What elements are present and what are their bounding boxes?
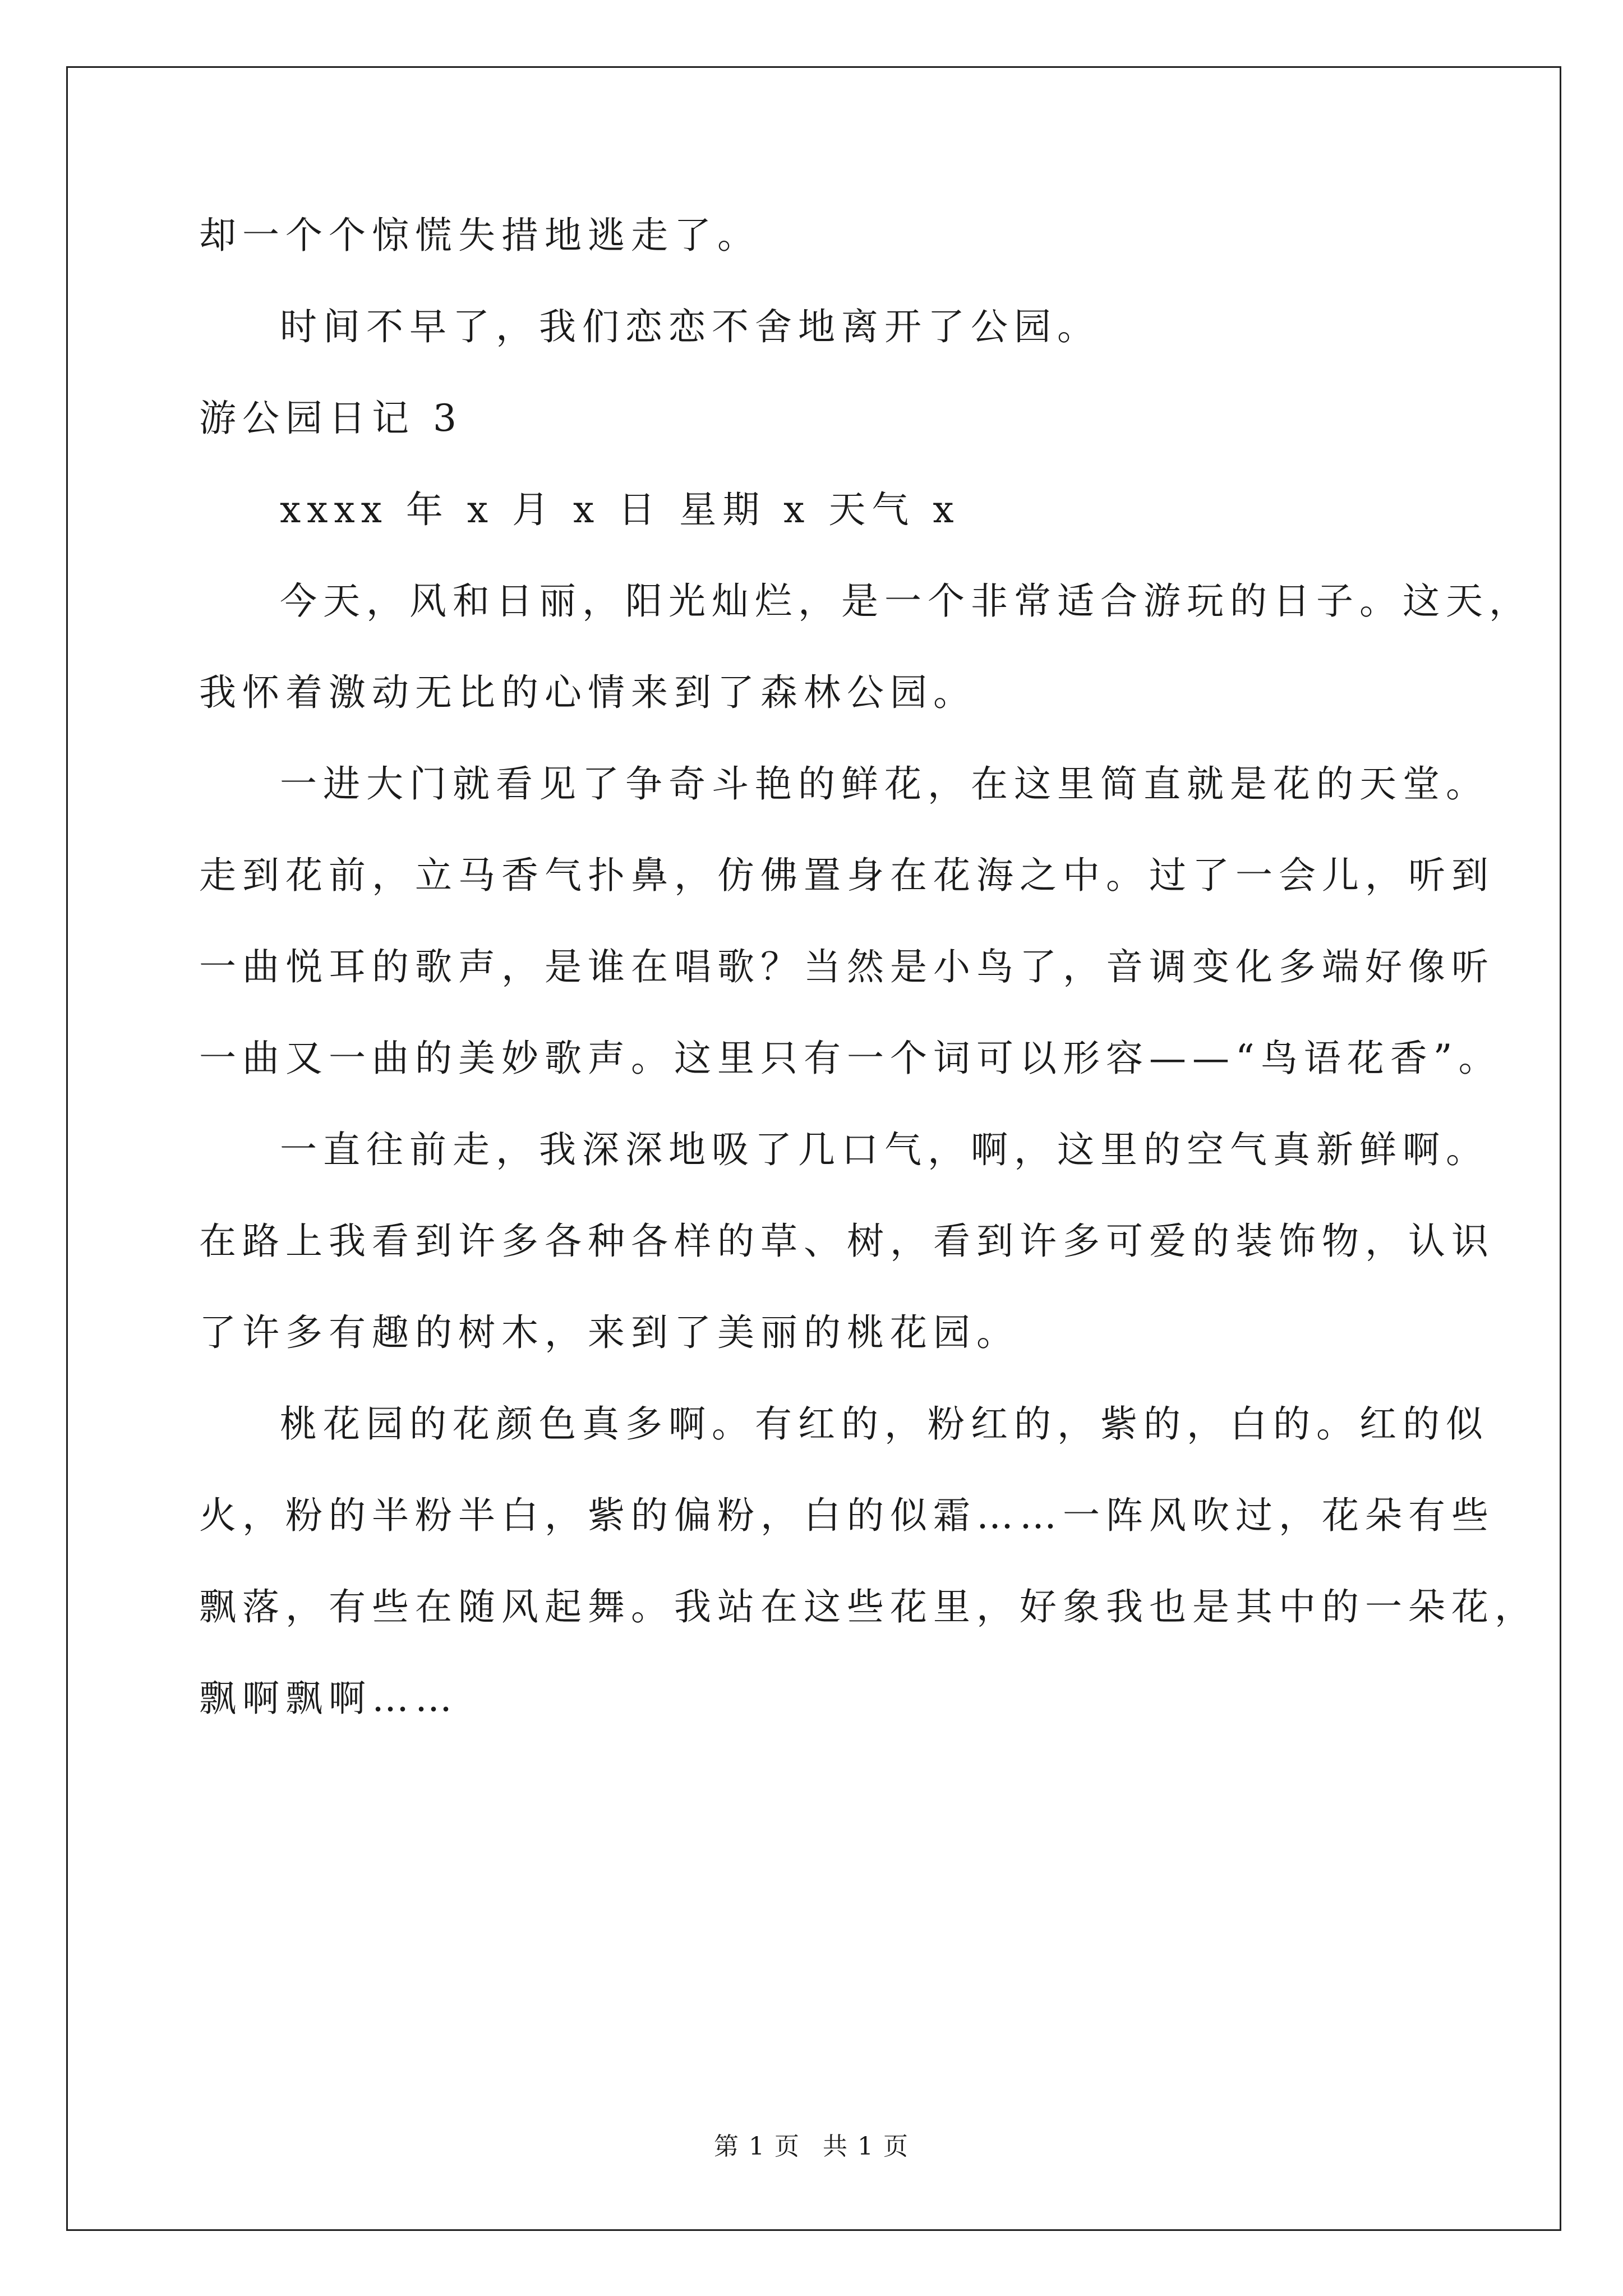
text-line: 时间不早了，我们恋恋不舍地离开了公园。 [280,305,1100,348]
text-line: 一曲又一曲的美妙歌声。这里只有一个词可以形容——“鸟语花香”。 [199,1037,1502,1080]
page-total: 共 1 页 [823,2132,909,2161]
section-heading: 游公园日记 3 [199,397,463,440]
text-line: 飘落，有些在随风起舞。我站在这些花里，好象我也是其中的一朵花， [199,1585,1538,1628]
text-line: 却一个个惊慌失措地逃走了。 [199,214,760,257]
text-line: 今天，风和日丽，阳光灿烂，是一个非常适合游玩的日子。这天， [280,579,1532,623]
text-line: 一进大门就看见了争奇斗艳的鲜花，在这里简直就是花的天堂。 [280,762,1489,806]
text-line: 了许多有趣的树木，来到了美丽的桃花园。 [199,1311,1020,1354]
text-line: 我怀着激动无比的心情来到了森林公园。 [199,671,976,714]
date-line: xxxx 年 x 月 x 日 星期 x 天气 x [280,488,960,531]
text-line: 一曲悦耳的歌声，是谁在唱歌？当然是小鸟了，音调变化多端好像听 [199,945,1495,988]
text-line: 桃花园的花颜色真多啊。有红的，粉红的，紫的，白的。红的似 [280,1402,1489,1446]
text-line: 飘啊飘啊…… [199,1677,458,1720]
text-line: 火，粉的半粉半白，紫的偏粉，白的似霜……一阵风吹过，花朵有些 [199,1494,1495,1537]
text-line: 在路上我看到许多各种各样的草、树，看到许多可爱的装饰物，认识 [199,1220,1495,1263]
page-number: 第 1 页 [714,2132,800,2161]
page-footer [0,2131,1623,2162]
text-line: 走到花前，立马香气扑鼻，仿佛置身在花海之中。过了一会儿，听到 [199,854,1495,897]
text-line: 一直往前走，我深深地吸了几口气，啊，这里的空气真新鲜啊。 [280,1128,1489,1171]
